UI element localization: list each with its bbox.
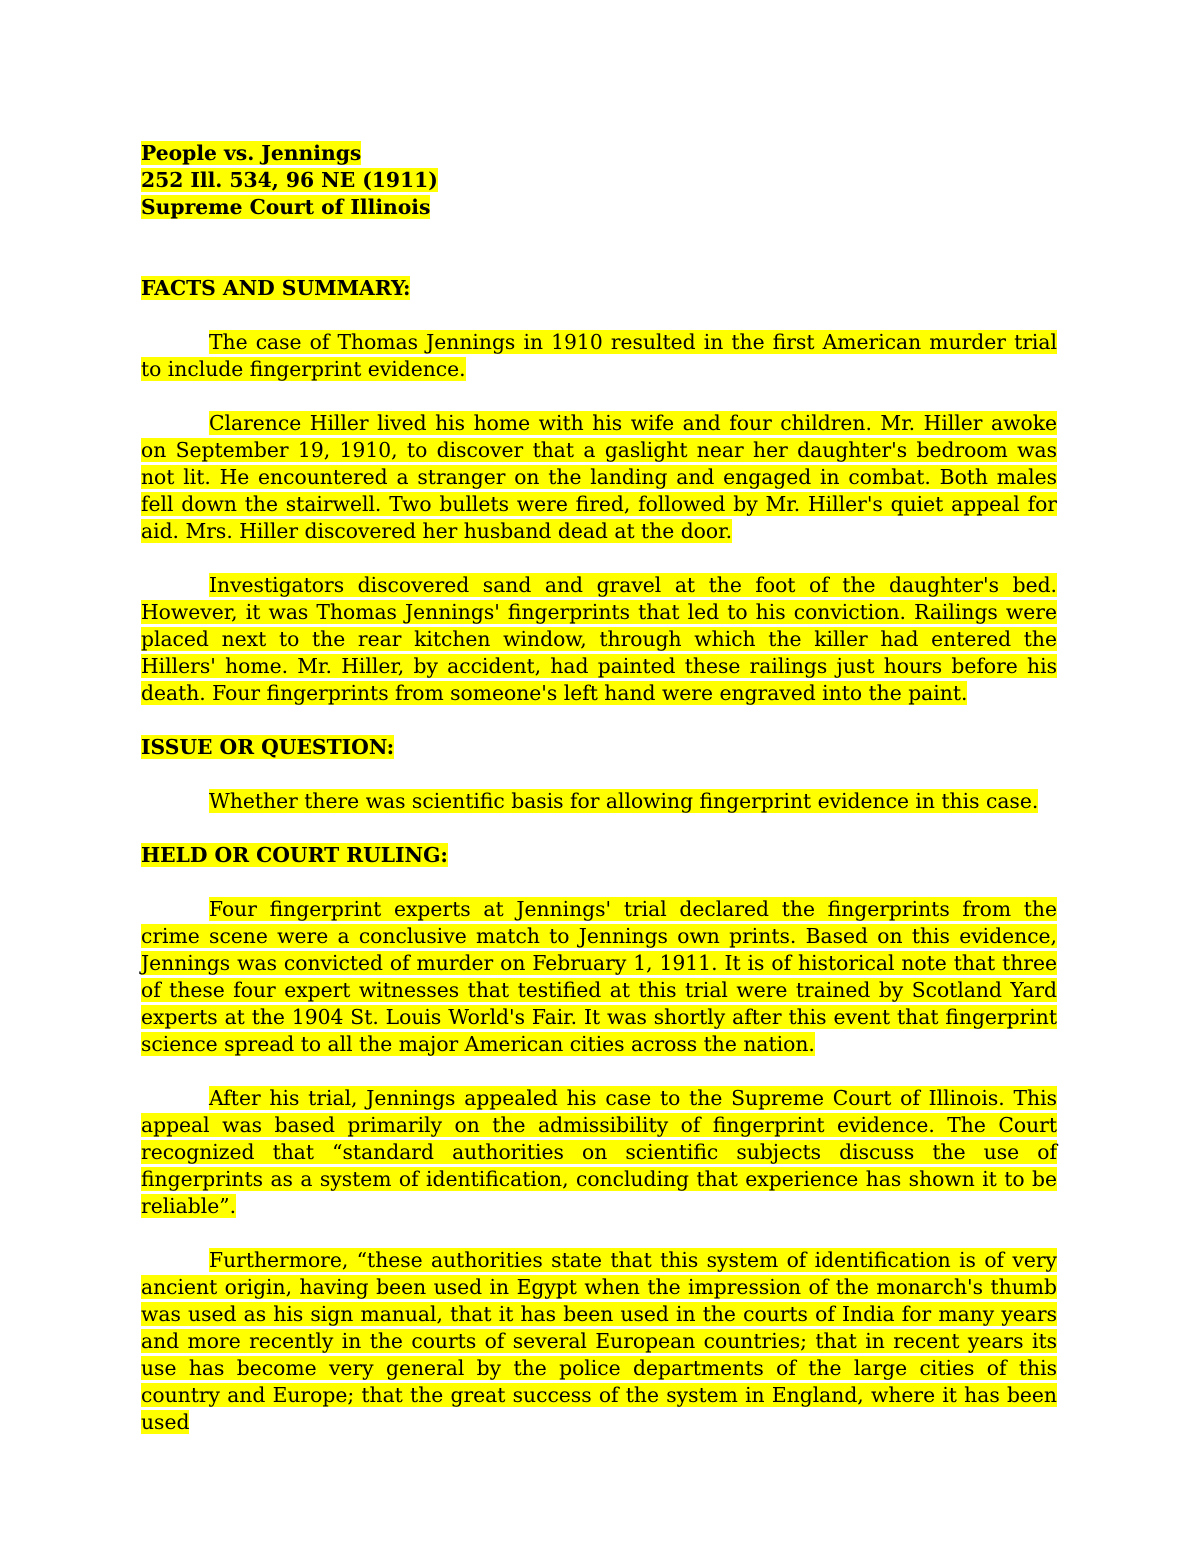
facts-paragraph-2: Clarence Hiller lived his home with his wife and four children. Mr. Hiller awoke on September 19, 1910, to discover that a gaslight near her daughter's bedroom was not lit. He encountered a stranger on the landing and engaged in combat. Both males fell down the stairwell. Two bullets were fired, followed by Mr. Hiller's quiet appeal for aid. Mrs. Hiller discovered her husband dead at the door. xyxy=(141,411,1057,543)
facts-paragraph-1: The case of Thomas Jennings in 1910 resulted in the first American murder trial to include fingerprint evidence. xyxy=(141,330,1057,381)
case-court: Supreme Court of Illinois xyxy=(141,195,431,219)
case-title: People vs. Jennings xyxy=(141,141,362,165)
facts-paragraph-3: Investigators discovered sand and gravel at the foot of the daughter's bed. However, it was Thomas Jennings' fingerprints that led to his conviction. Railings were placed next to the rear kitchen window, through which the killer had entered the Hillers' home. Mr. Hiller, by accident, had painted these railings just hours before his death. Four fingerprints from someone's left hand were engraved into the paint. xyxy=(141,573,1057,705)
case-header xyxy=(141,140,1057,221)
issue-paragraph-1: Whether there was scientific basis for allowing fingerprint evidence in this case. xyxy=(209,789,1039,813)
case-citation: 252 Ill. 534, 96 NE (1911) xyxy=(141,168,438,192)
held-heading: HELD OR COURT RULING: xyxy=(141,843,448,867)
held-paragraph-3: Furthermore, “these authorities state that this system of identification is of very ancient origin, having been used in Egypt when the impression of the monarch's thumb was used as his sign manual, that it has been used in the courts of India for many years and more recently in the courts of several European countries; that in recent years its use has become very general by the police departments of the large cities of this country and Europe; that the great success of the system in England, where it has been used xyxy=(141,1248,1057,1434)
held-paragraph-1: Four fingerprint experts at Jennings' trial declared the fingerprints from the crime scene were a conclusive match to Jennings own prints. Based on this evidence, Jennings was convicted of murder on February 1, 1911. It is of historical note that three of these four expert witnesses that testified at this trial were trained by Scotland Yard experts at the 1904 St. Louis World's Fair. It was shortly after this event that fingerprint science spread to all the major American cities across the nation. xyxy=(141,897,1057,1056)
issue-heading: ISSUE OR QUESTION: xyxy=(141,735,395,759)
held-paragraph-2: After his trial, Jennings appealed his case to the Supreme Court of Illinois. This appeal was based primarily on the admissibility of fingerprint evidence. The Court recognized that “standard authorities on scientific subjects discuss the use of fingerprints as a system of identification, concluding that experience has shown it to be reliable”. xyxy=(141,1086,1057,1218)
document-body xyxy=(141,140,1057,1436)
facts-heading: FACTS AND SUMMARY: xyxy=(141,276,411,300)
